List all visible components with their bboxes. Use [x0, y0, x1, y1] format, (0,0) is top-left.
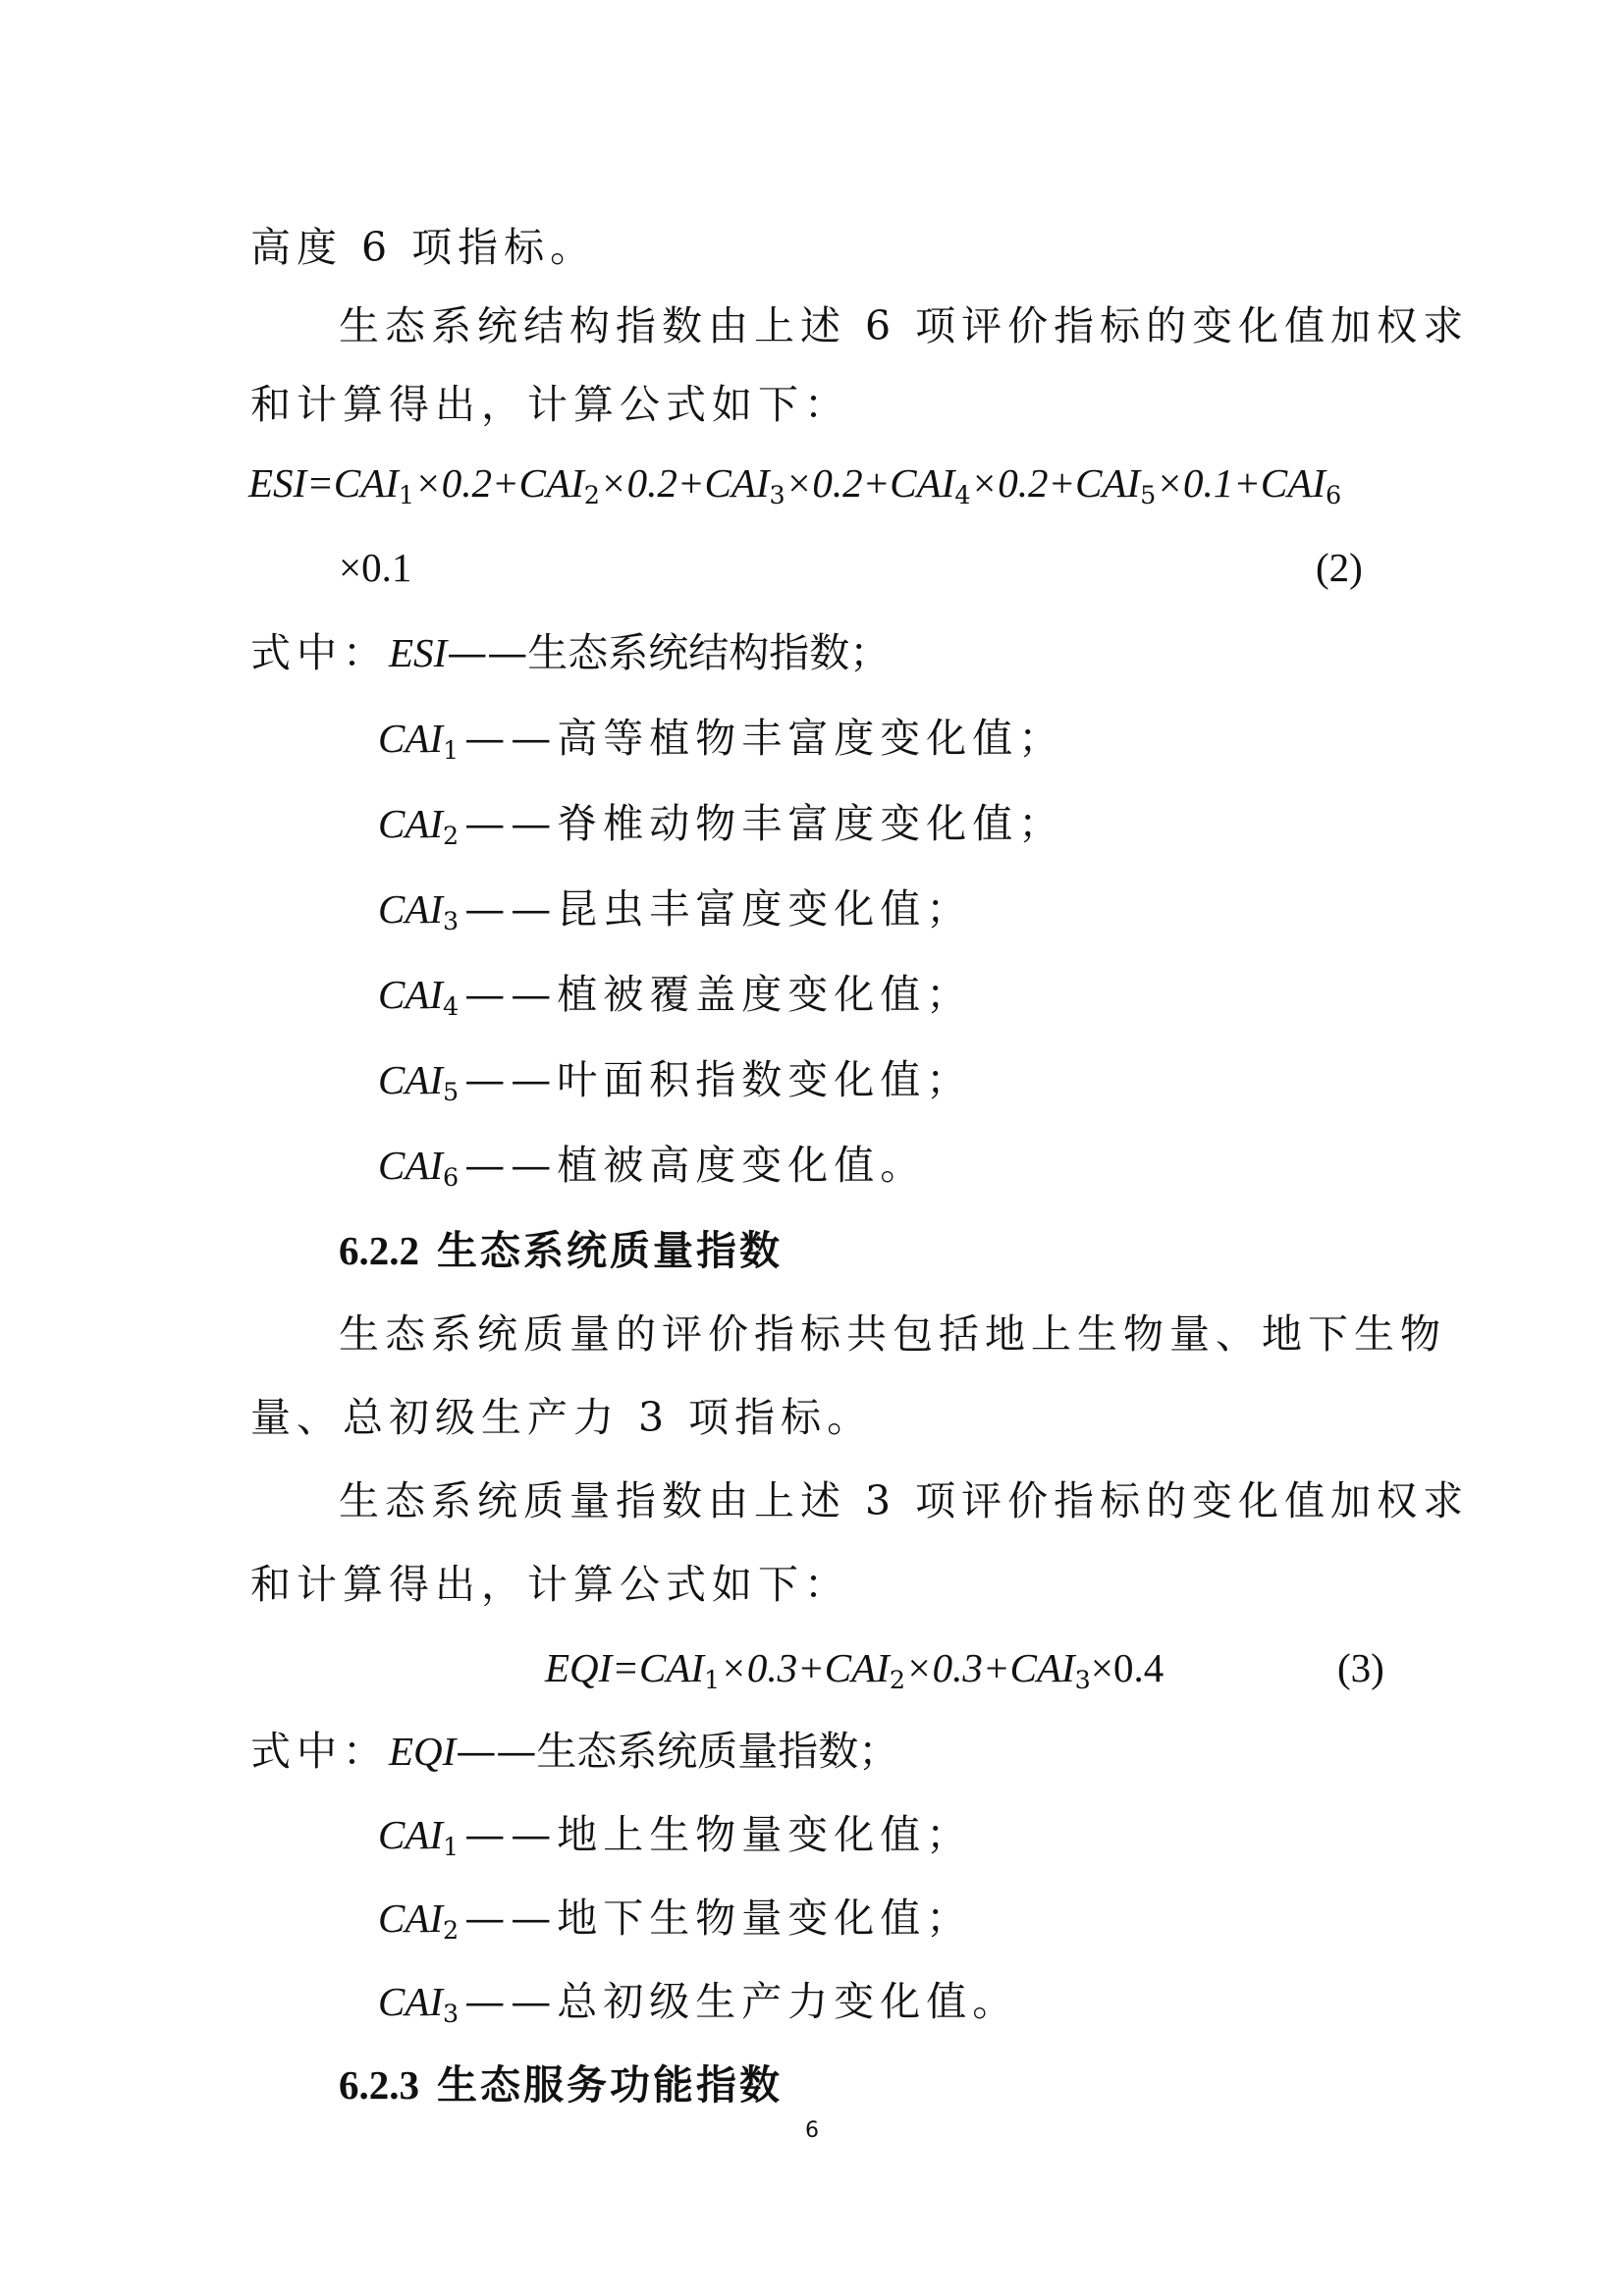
- definition-line: $CAI_2——$地下生物量变化值；: [378, 1895, 973, 1946]
- text-line: 和计算得出，计算公式如下：: [250, 1561, 850, 1608]
- text-line: 量、总初级生产力 3 项指标。: [250, 1394, 874, 1441]
- definition-line: $CAI_3——$昆虫丰富度变化值；: [378, 885, 973, 936]
- equation-2-line1: $ESI=CAI_1\times 0.2+CAI_2\times 0.2+CAI_3\times 0.2+CAI_4\times 0.2+CAI_5\times 0.1+CAI_6$: [248, 460, 1342, 510]
- definition-line: $CAI_2——$脊椎动物丰富度变化值；: [378, 800, 1065, 851]
- where-line: 式中：EQI——生态系统质量指数；: [250, 1728, 899, 1775]
- definition-line: $CAI_1——$高等植物丰富度变化值；: [378, 715, 1065, 766]
- definition-line: $CAI_4——$植被覆盖度变化值；: [378, 971, 973, 1022]
- section-heading-6-2-3: 6.2.3 生态服务功能指数: [339, 2061, 783, 2109]
- definition-line: $CAI_6——$植被高度变化值。: [378, 1142, 927, 1193]
- equation-2-number: (2): [1316, 545, 1363, 590]
- equation-3-number: (3): [1337, 1645, 1384, 1690]
- section-heading-6-2-2: 6.2.2 生态系统质量指数: [339, 1227, 783, 1274]
- text-line: 高度 6 项指标。: [250, 224, 597, 271]
- text-line: 和计算得出，计算公式如下：: [250, 381, 850, 428]
- text-line: 生态系统质量的评价指标共包括地上生物量、地下生物: [339, 1310, 1446, 1358]
- text-line: 生态系统结构指数由上述 6 项评价指标的变化值加权求: [339, 302, 1470, 349]
- definition-line: $CAI_1——$地上生物量变化值；: [378, 1811, 973, 1862]
- equation-3: $EQI=CAI_1\times 0.3+CAI_2\times 0.3+CAI_3\times 0.4$: [545, 1645, 1164, 1695]
- definition-line: $CAI_3——$总初级生产力变化值。: [378, 1978, 1019, 2029]
- text-line: 生态系统质量指数由上述 3 项评价指标的变化值加权求: [339, 1477, 1470, 1524]
- page-number: 6: [805, 2118, 819, 2143]
- equation-2-line2: ×0.1: [339, 545, 412, 590]
- definition-line: $CAI_5——$叶面积指数变化值；: [378, 1056, 973, 1107]
- where-line: 式中：ESI——生态系统结构指数；: [250, 629, 891, 676]
